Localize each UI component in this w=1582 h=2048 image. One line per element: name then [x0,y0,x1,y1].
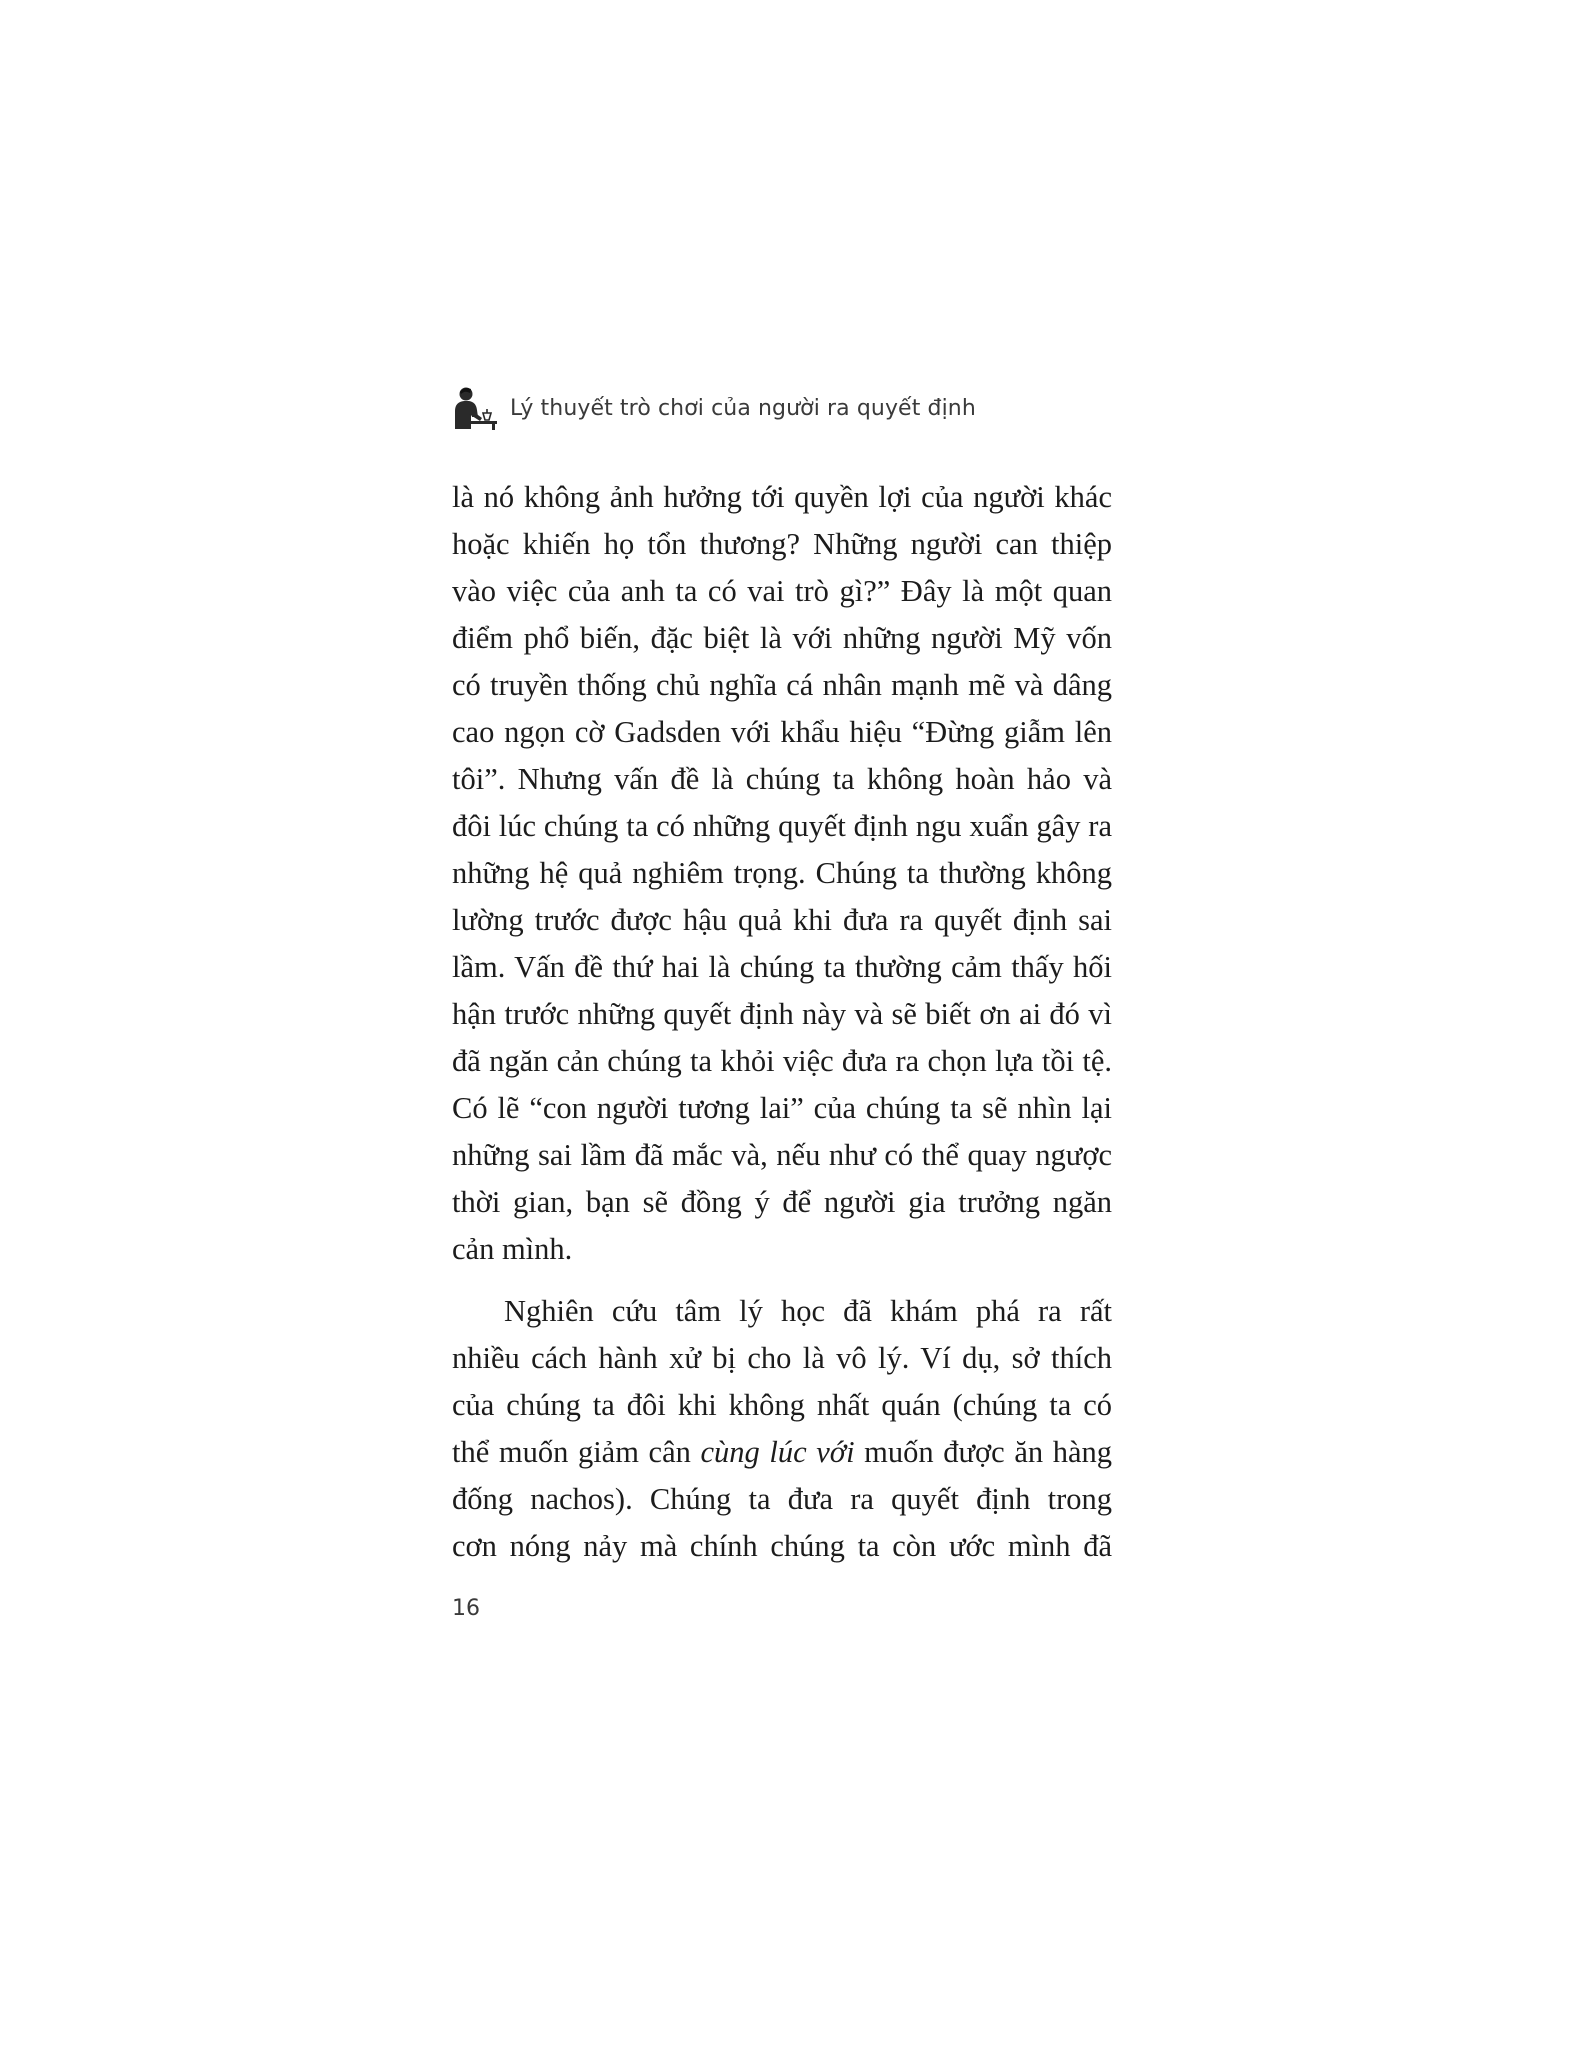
text-line: đống nachos). Chúng ta đưa ra quyết định trong [452,1482,1112,1516]
text-line: lầm. Vấn đề thứ hai là chúng ta thường cảm thấy hối [452,950,1112,984]
text-line: đã ngăn cản chúng ta khỏi việc đưa ra chọn lựa tồi tệ. [452,1044,1112,1078]
text-line: của chúng ta đôi khi không nhất quán (chúng ta có [452,1388,1112,1422]
text-line: thời gian, bạn sẽ đồng ý để người gia trưởng ngăn [452,1185,1112,1219]
text-line: những hệ quả nghiêm trọng. Chúng ta thường không [452,856,1112,890]
paragraph [452,1288,1112,1570]
page-number: 16 [452,1596,480,1621]
running-header [452,383,976,433]
text-line: điểm phổ biến, đặc biệt là với những người Mỹ vốn [452,621,1112,655]
text-line: đôi lúc chúng ta có những quyết định ngu xuẩn gây ra [452,809,1112,843]
text-run: thể muốn giảm cân [452,1435,701,1469]
text-line: hoặc khiến họ tổn thương? Những người can thiệp [452,527,1112,561]
text-line: cản mình. [452,1232,573,1266]
text-line: là nó không ảnh hưởng tới quyền lợi của người khác [452,480,1112,514]
person-at-desk-icon [452,385,498,431]
text-line: lường trước được hậu quả khi đưa ra quyết định sai [452,903,1112,937]
running-header-title: Lý thuyết trò chơi của người ra quyết định [510,395,976,421]
italic-phrase: cùng lúc với [700,1435,855,1469]
text-line: Nghiên cứu tâm lý học đã khám phá ra rất [504,1294,1112,1328]
text-line: vào việc của anh ta có vai trò gì?” Đây là một quan [452,574,1112,608]
text-line: có truyền thống chủ nghĩa cá nhân mạnh mẽ và dâng [452,668,1112,702]
paragraph [452,474,1112,1273]
text-line: cao ngọn cờ Gadsden với khẩu hiệu “Đừng giẫm lên [452,715,1112,749]
text-line: hận trước những quyết định này và sẽ biết ơn ai đó vì [452,997,1112,1031]
text-line: những sai lầm đã mắc và, nếu như có thể quay ngược [452,1138,1112,1172]
text-line: nhiều cách hành xử bị cho là vô lý. Ví dụ, sở thích [452,1341,1112,1375]
text-line: tôi”. Nhưng vấn đề là chúng ta không hoàn hảo và [452,762,1112,796]
paragraph-gap [452,1273,1112,1288]
text-line: cơn nóng nảy mà chính chúng ta còn ước mình đã [452,1529,1112,1563]
text-run: muốn được ăn hàng [854,1435,1113,1469]
text-line-with-italic [452,1429,1112,1476]
text-line: Có lẽ “con người tương lai” của chúng ta sẽ nhìn lại [452,1091,1112,1125]
body-text [452,474,1112,1570]
